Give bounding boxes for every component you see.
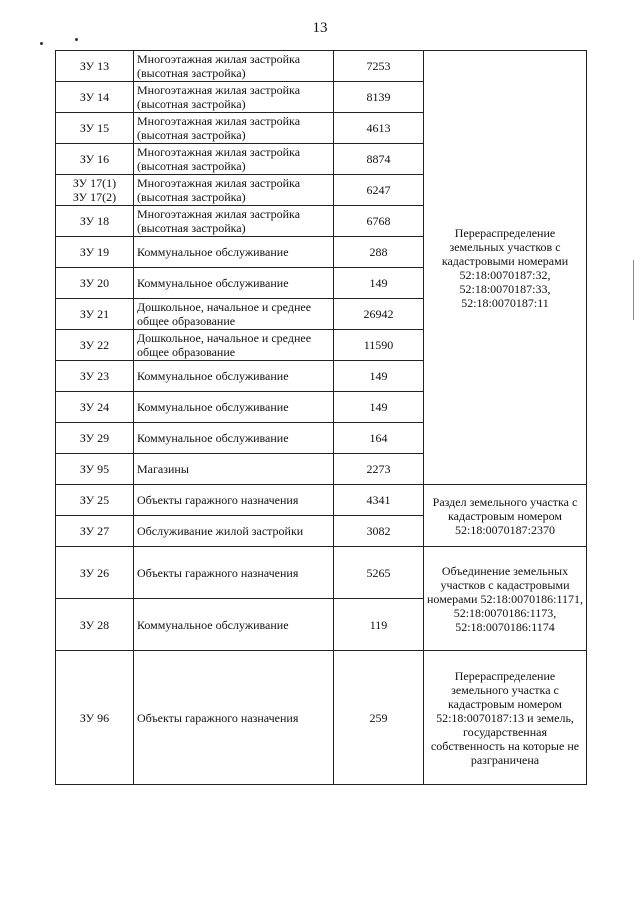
plot-code: ЗУ 14 xyxy=(56,82,134,113)
plot-use: Коммунальное обслуживание xyxy=(134,237,334,268)
plot-area: 119 xyxy=(334,599,424,651)
plot-area: 26942 xyxy=(334,299,424,330)
plot-code: ЗУ 19 xyxy=(56,237,134,268)
plot-area: 2273 xyxy=(334,454,424,485)
plot-use: Многоэтажная жилая застройка (высотная застройка) xyxy=(134,82,334,113)
plot-use: Магазины xyxy=(134,454,334,485)
plot-use: Дошкольное, начальное и среднее общее образование xyxy=(134,299,334,330)
plot-use: Многоэтажная жилая застройка (высотная застройка) xyxy=(134,144,334,175)
plot-use: Объекты гаражного назначения xyxy=(134,547,334,599)
plot-code: ЗУ 17(1) ЗУ 17(2) xyxy=(56,175,134,206)
note-redistribution-2: Перераспределение земельного участка с кадастровым номером 52:18:0070187:13 и земель, государственная собственность на которые не разграничена xyxy=(424,651,587,785)
table-row xyxy=(56,485,587,516)
plot-code: ЗУ 18 xyxy=(56,206,134,237)
plot-use: Коммунальное обслуживание xyxy=(134,392,334,423)
plot-area: 8139 xyxy=(334,82,424,113)
plot-code: ЗУ 24 xyxy=(56,392,134,423)
plot-area: 6247 xyxy=(334,175,424,206)
plot-use: Коммунальное обслуживание xyxy=(134,423,334,454)
plot-use: Многоэтажная жилая застройка (высотная застройка) xyxy=(134,113,334,144)
table-row xyxy=(56,51,587,82)
plot-area: 4341 xyxy=(334,485,424,516)
note-division: Раздел земельного участка с кадастровым номером 52:18:0070187:2370 xyxy=(424,485,587,547)
plot-code: ЗУ 13 xyxy=(56,51,134,82)
plot-area: 149 xyxy=(334,268,424,299)
plot-use: Коммунальное обслуживание xyxy=(134,599,334,651)
plot-code: ЗУ 20 xyxy=(56,268,134,299)
scan-edge-mark xyxy=(633,260,634,320)
plot-use: Многоэтажная жилая застройка (высотная застройка) xyxy=(134,51,334,82)
plot-use: Многоэтажная жилая застройка (высотная застройка) xyxy=(134,206,334,237)
scan-speck xyxy=(40,42,43,45)
plot-area: 164 xyxy=(334,423,424,454)
plot-use: Дошкольное, начальное и среднее общее образование xyxy=(134,330,334,361)
plot-use: Коммунальное обслуживание xyxy=(134,361,334,392)
land-plots-table xyxy=(55,50,587,785)
table-row xyxy=(56,651,587,785)
plot-code: ЗУ 28 xyxy=(56,599,134,651)
plot-code: ЗУ 96 xyxy=(56,651,134,785)
plot-area: 3082 xyxy=(334,516,424,547)
plot-code: ЗУ 16 xyxy=(56,144,134,175)
plot-code: ЗУ 25 xyxy=(56,485,134,516)
plot-area: 4613 xyxy=(334,113,424,144)
plot-area: 7253 xyxy=(334,51,424,82)
table-row xyxy=(56,547,587,599)
note-redistribution-1: Перераспределение земельных участков с кадастровыми номерами 52:18:0070187:32, 52:18:0070187:33, 52:18:0070187:11 xyxy=(424,51,587,485)
page-number: 13 xyxy=(312,20,328,36)
plot-code: ЗУ 23 xyxy=(56,361,134,392)
plot-code: ЗУ 15 xyxy=(56,113,134,144)
plot-code: ЗУ 26 xyxy=(56,547,134,599)
plot-code: ЗУ 22 xyxy=(56,330,134,361)
plot-area: 149 xyxy=(334,361,424,392)
plot-code: ЗУ 95 xyxy=(56,454,134,485)
plot-use: Объекты гаражного назначения xyxy=(134,485,334,516)
plot-area: 8874 xyxy=(334,144,424,175)
plot-code: ЗУ 29 xyxy=(56,423,134,454)
plot-use: Многоэтажная жилая застройка (высотная застройка) xyxy=(134,175,334,206)
scan-speck xyxy=(75,38,78,41)
note-merge: Объединение земельных участков с кадастровыми номерами 52:18:0070186:1171, 52:18:0070186:1173, 52:18:0070186:1174 xyxy=(424,547,587,651)
plot-code: ЗУ 27 xyxy=(56,516,134,547)
plot-use: Обслуживание жилой застройки xyxy=(134,516,334,547)
plot-use: Коммунальное обслуживание xyxy=(134,268,334,299)
plot-code: ЗУ 21 xyxy=(56,299,134,330)
plot-area: 5265 xyxy=(334,547,424,599)
plot-use: Объекты гаражного назначения xyxy=(134,651,334,785)
plot-area: 149 xyxy=(334,392,424,423)
plot-area: 288 xyxy=(334,237,424,268)
plot-area: 11590 xyxy=(334,330,424,361)
plot-area: 259 xyxy=(334,651,424,785)
plot-area: 6768 xyxy=(334,206,424,237)
